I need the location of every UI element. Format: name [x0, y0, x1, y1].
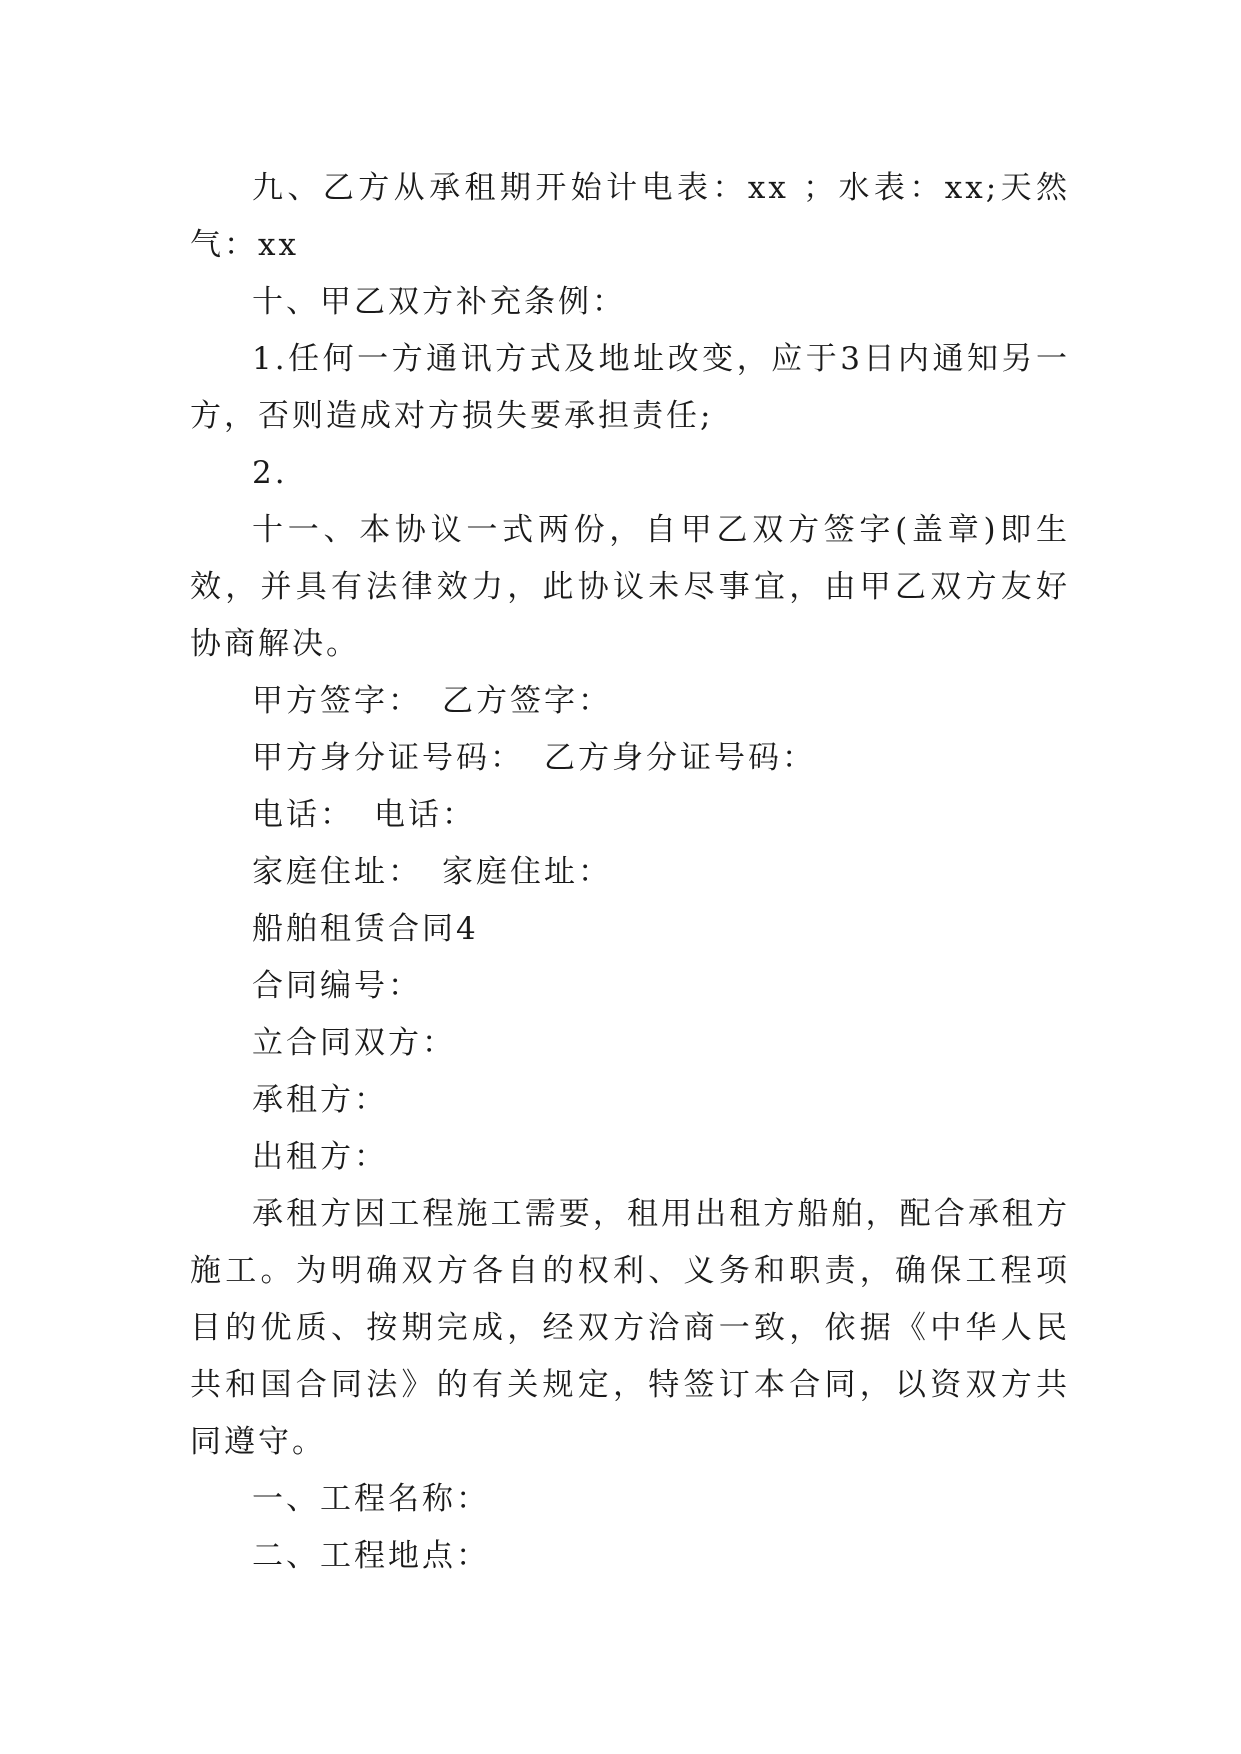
party-b-signature-label: 乙方签字： [442, 683, 612, 719]
party-a-signature-label: 甲方签字： [252, 683, 422, 719]
address-row [190, 844, 1070, 901]
signature-row [190, 673, 1070, 730]
party-a-phone-label: 电话： [252, 797, 354, 833]
document-body [190, 160, 1070, 1585]
contracting-parties-label: 立合同双方： [252, 1025, 456, 1061]
id-number-row [190, 730, 1070, 787]
section-project-location: 二、工程地点： [252, 1538, 490, 1574]
section-project-name: 一、工程名称： [252, 1481, 490, 1517]
party-b-address-label: 家庭住址： [442, 854, 612, 890]
party-b-id-label: 乙方身分证号码： [544, 740, 816, 776]
party-a-id-label: 甲方身分证号码： [252, 740, 524, 776]
contract-title: 船舶租赁合同4 [252, 911, 479, 947]
clause-eleven: 十一、本协议一式两份，自甲乙双方签字(盖章)即生效，并具有法律效力，此协议未尽事宜，由甲乙双方友好协商解决。 [190, 512, 1070, 662]
clause-ten-item-2: 2. [252, 455, 288, 491]
clause-ten-heading: 十、甲乙双方补充条例： [252, 284, 626, 320]
lessor-label: 出租方： [252, 1139, 388, 1175]
phone-row [190, 787, 1070, 844]
contract-number-label: 合同编号： [252, 968, 422, 1004]
lessee-label: 承租方： [252, 1082, 388, 1118]
party-b-phone-label: 电话： [374, 797, 476, 833]
clause-nine-meters: 九、乙方从承租期开始计电表：xx ；水表：xx;天然气：xx [190, 170, 1070, 263]
party-a-address-label: 家庭住址： [252, 854, 422, 890]
contract-preamble: 承租方因工程施工需要，租用出租方船舶，配合承租方施工。为明确双方各自的权利、义务和职责，确保工程项目的优质、按期完成，经双方洽商一致，依据《中华人民共和国合同法》的有关规定，特签订本合同，以资双方共同遵守。 [190, 1196, 1070, 1460]
clause-ten-item-1: 1.任何一方通讯方式及地址改变，应于3日内通知另一方，否则造成对方损失要承担责任; [190, 341, 1070, 434]
